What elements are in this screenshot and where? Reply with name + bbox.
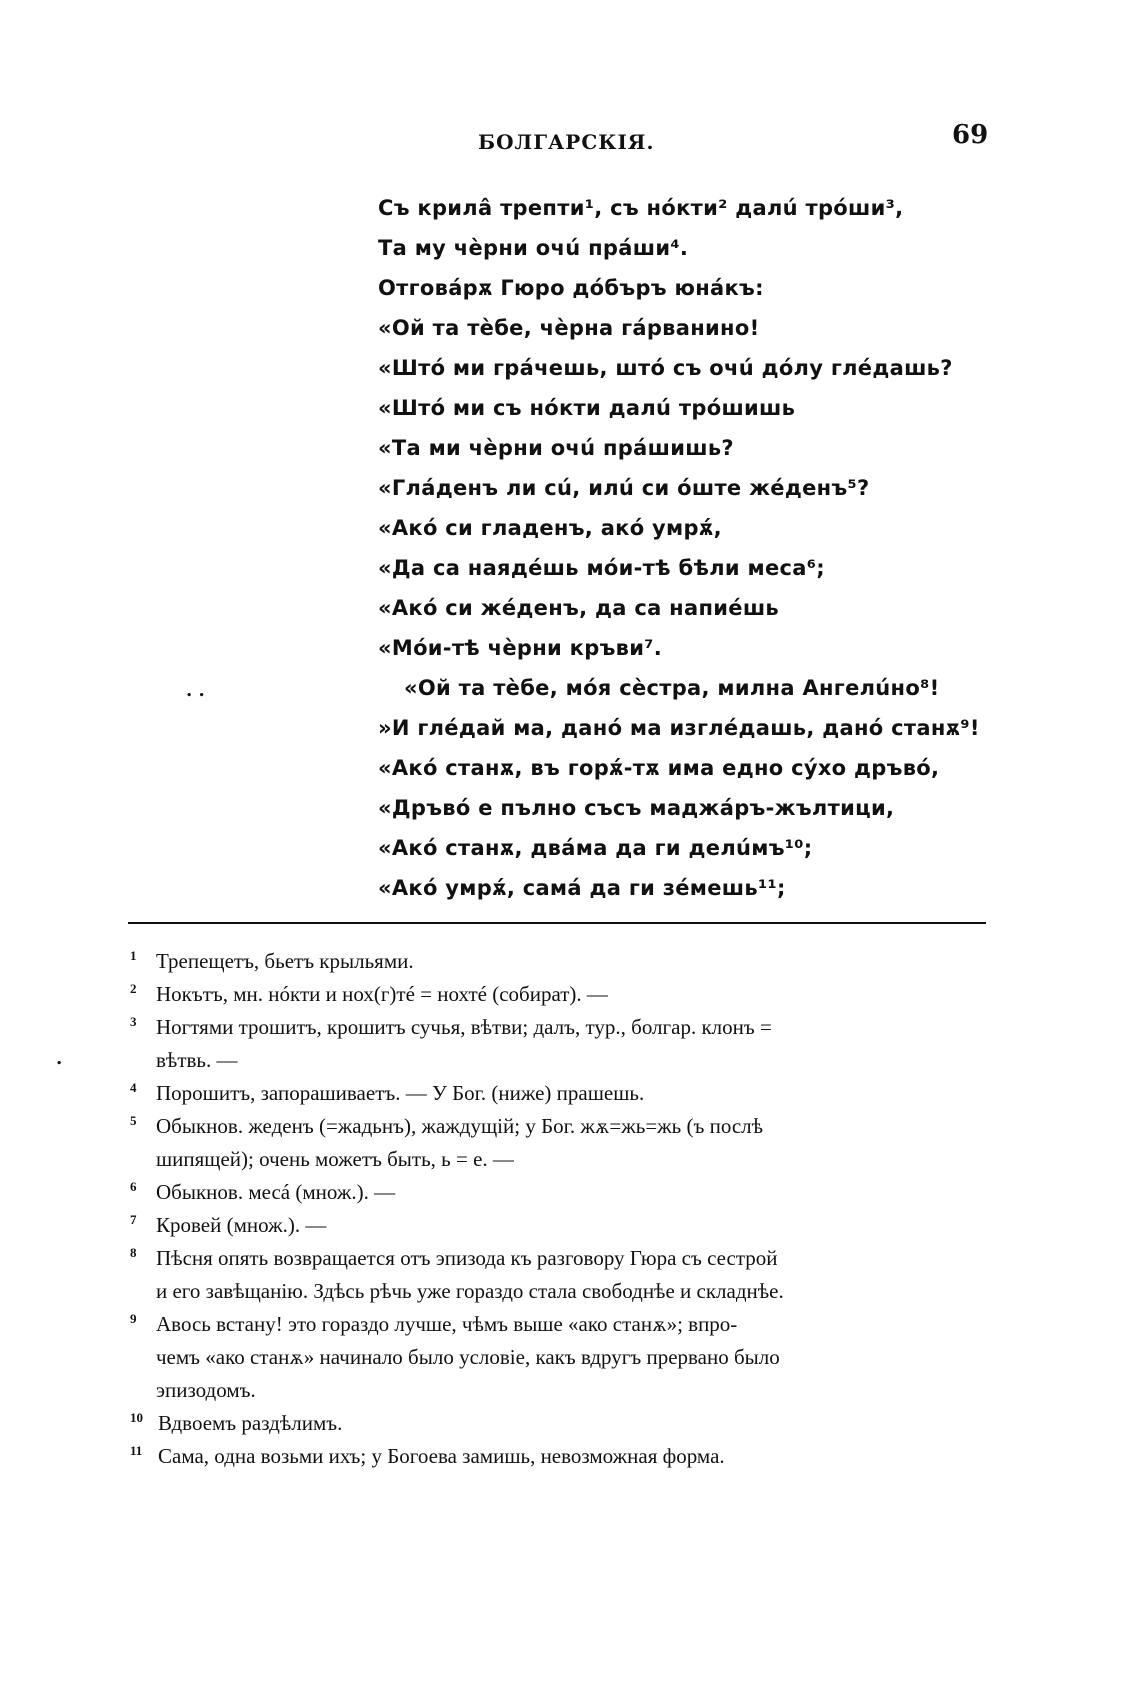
footnote-line: вѣтвь. — bbox=[156, 1048, 238, 1072]
footnote-line: Обыкнов. месá (множ.). — bbox=[156, 1180, 396, 1204]
verse-line: «Акó си жéденъ, да са напиéшь bbox=[378, 596, 780, 620]
footnote bbox=[130, 1407, 1000, 1440]
footnote-line: Пѣсня опять возвращается отъ эпизода къ разговору Гюра съ сестрой bbox=[156, 1246, 778, 1270]
verse-line: «Акó си гладенъ, акó умрѫ́, bbox=[378, 516, 722, 540]
footnote-text bbox=[158, 1440, 1000, 1473]
verse-block bbox=[378, 188, 1058, 908]
verse-line: «Штó ми съ нóкти далú трóшишь bbox=[378, 396, 796, 420]
footnote-number: 8 bbox=[130, 1245, 137, 1260]
verse-line: «Глáденъ ли сú, илú си óште жéденъ⁵? bbox=[378, 476, 870, 500]
stray-print-mark: . bbox=[56, 1048, 63, 1069]
page-number: 69 bbox=[952, 120, 989, 150]
footnote bbox=[130, 1440, 1000, 1473]
footnote-number: 6 bbox=[130, 1179, 137, 1194]
footnote-number: 7 bbox=[130, 1212, 137, 1227]
footnote-number: 5 bbox=[130, 1113, 137, 1128]
footnote-line: эпизодомъ. bbox=[156, 1378, 256, 1402]
footnote-line: Порошитъ, запорашиваетъ. — У Бог. (ниже) прашешь. bbox=[156, 1081, 645, 1105]
verse-line: «Акó станѫ, въ горѫ́-тѫ има едно сýхо дръвó, bbox=[378, 756, 940, 780]
verse-line: «Ой та тèбе, мóя сèстра, милна Ангелúно⁸! bbox=[404, 676, 940, 700]
footnote-text bbox=[156, 978, 1000, 1011]
footnote-line: и его завѣщанію. Здѣсь рѣчь уже гораздо стала свободнѣе и складнѣе. bbox=[156, 1279, 784, 1303]
footnote-number: 9 bbox=[130, 1311, 137, 1326]
footnote-line: Трепещетъ, бьетъ крыльями. bbox=[156, 949, 414, 973]
footnote-number: 1 bbox=[130, 948, 137, 963]
footnote bbox=[130, 945, 1000, 978]
footnote-number: 10 bbox=[130, 1410, 143, 1425]
footnote bbox=[130, 1209, 1000, 1242]
verse-line: «Штó ми грáчешь, штó съ очú дóлу глéдашь? bbox=[378, 356, 953, 380]
verse-line: Та му чèрни очú прáши⁴. bbox=[378, 236, 689, 260]
footnotes-block bbox=[130, 945, 1000, 1473]
verse-line: «Акó умрѫ́, самá да ги зéмешь¹¹; bbox=[378, 876, 786, 900]
footnote-number: 4 bbox=[130, 1080, 137, 1095]
footnote-line: Вдвоемъ раздѣлимъ. bbox=[158, 1411, 343, 1435]
verse-line: «Мóи-тѣ чèрни кръви⁷. bbox=[378, 636, 663, 660]
verse-line: «Ой та тèбе, чèрна гáрванино! bbox=[378, 316, 760, 340]
footnote bbox=[130, 1176, 1000, 1209]
verse-line: «Та ми чèрни очú прáшишь? bbox=[378, 436, 734, 460]
footnote bbox=[130, 1110, 1000, 1176]
footnote bbox=[130, 1011, 1000, 1077]
footnote-text bbox=[156, 945, 1000, 978]
footnote-text bbox=[156, 1209, 1000, 1242]
verse-line: «Акó станѫ, двáма да ги делúмъ¹⁰; bbox=[378, 836, 813, 860]
footnote-line: чемъ «ако станѫ» начинало было условіе, какъ вдругъ прервано было bbox=[156, 1345, 780, 1369]
verse-line: Отговáрѫ Гюро дóбъръ юнáкъ: bbox=[378, 276, 764, 300]
footnote-line: шипящей); очень можетъ быть, ь = е. — bbox=[156, 1147, 514, 1171]
running-header: БОЛГАРСКІЯ. bbox=[478, 130, 655, 154]
footnote bbox=[130, 1077, 1000, 1110]
footnote-line: Кровей (множ.). — bbox=[156, 1213, 327, 1237]
footnote-number: 3 bbox=[130, 1014, 137, 1029]
footnote-text bbox=[156, 1176, 1000, 1209]
footnote-text bbox=[156, 1077, 1000, 1110]
footnote-text bbox=[156, 1110, 1000, 1176]
footnote-divider bbox=[128, 922, 986, 924]
verse-line: »И глéдай ма, данó ма изглéдашь, данó станѫ⁹! bbox=[378, 716, 980, 740]
footnote bbox=[130, 1242, 1000, 1308]
stray-print-mark: . . bbox=[186, 680, 205, 701]
footnote-line: Авось встану! это гораздо лучше, чѣмъ выше «ако станѫ»; впро- bbox=[156, 1312, 738, 1336]
footnote-line: Ногтями трошитъ, крошитъ сучья, вѣтви; далъ, тур., болгар. клонъ = bbox=[156, 1015, 772, 1039]
footnote-text bbox=[156, 1011, 1000, 1077]
footnote-text bbox=[156, 1242, 1000, 1308]
footnote bbox=[130, 1308, 1000, 1407]
footnote-text bbox=[156, 1308, 1000, 1407]
footnote-line: Нокътъ, мн. нóкти и нох(г)тé = нохтé (собират). — bbox=[156, 982, 608, 1006]
verse-line: «Дръвó е пълно съсъ маджáръ-жълтици, bbox=[378, 796, 895, 820]
footnote-line: Сама, одна возьми ихъ; у Богоева замишь, невозможная форма. bbox=[158, 1444, 725, 1468]
footnote bbox=[130, 978, 1000, 1011]
footnote-number: 11 bbox=[130, 1443, 143, 1458]
verse-line: «Да са наядéшь мóи-тѣ бѣли меса⁶; bbox=[378, 556, 825, 580]
verse-line: Съ крилâ трепти¹, съ нóкти² далú трóши³, bbox=[378, 196, 904, 220]
footnote-line: Обыкнов. жеденъ (=жадьнъ), жаждущій; у Бог. жѫ=жь=жь (ъ послѣ bbox=[156, 1114, 764, 1138]
footnote-text bbox=[158, 1407, 1000, 1440]
footnote-number: 2 bbox=[130, 981, 137, 996]
